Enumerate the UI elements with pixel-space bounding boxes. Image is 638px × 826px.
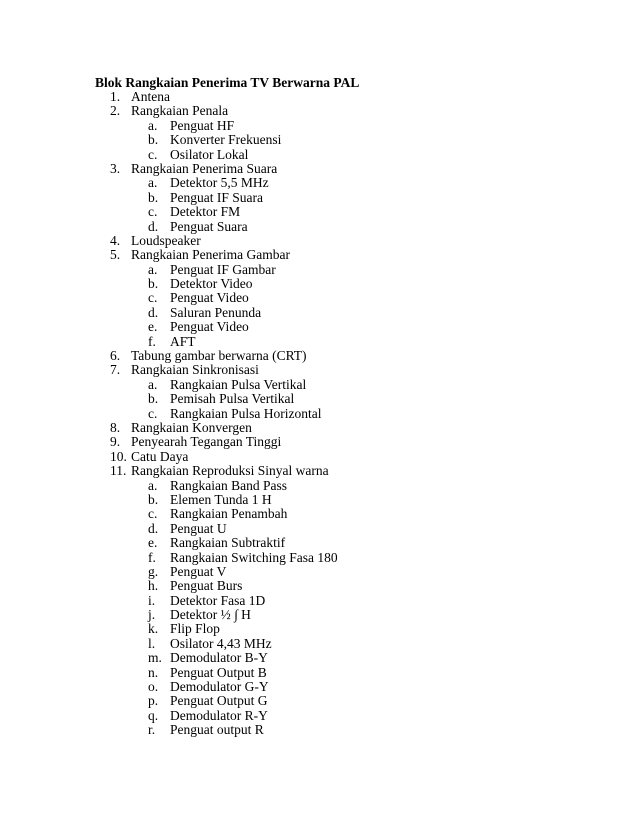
sub-item-text: Penguat Suara [170,218,248,234]
sub-item-marker: b. [148,491,159,507]
document-title: Blok Rangkaian Penerima TV Berwarna PAL [95,75,360,90]
sub-list-item [0,407,638,421]
sub-item-marker: k. [148,621,159,637]
sub-item-text: Penguat V [170,563,227,579]
sub-item-text: Elemen Tunda 1 H [170,491,272,507]
sub-list-item [0,220,638,234]
sub-list-item [0,565,638,579]
sub-item-text: Rangkaian Pulsa Vertikal [170,376,307,392]
sub-item-text: Penguat IF Gambar [170,261,276,277]
item-number: 3. [110,160,121,176]
sub-list-item [0,522,638,536]
sub-item-text: Penguat Burs [170,578,243,594]
sub-list-item [0,277,638,291]
sub-item-marker: c. [148,146,158,162]
sub-item-text: Penguat output R [170,722,264,738]
list-item [0,435,638,449]
sub-item-marker: o. [148,679,159,695]
sub-item-text: Demodulator B-Y [170,650,268,666]
sub-item-text: Penguat Output B [170,664,267,680]
list-item [0,90,638,104]
sub-item-text: Osilator 4,43 MHz [170,635,272,651]
item-text: Rangkaian Penala [131,103,229,119]
sub-item-text: Detektor 5,5 MHz [170,175,269,191]
item-text: Penyearah Tegangan Tinggi [131,434,282,450]
sub-list-item [0,176,638,190]
sub-list-item [0,392,638,406]
sub-item-text: Demodulator G-Y [170,679,269,695]
sub-list-item [0,133,638,147]
sub-item-marker: a. [148,477,158,493]
sub-list-item [0,723,638,737]
sub-item-text: Saluran Penunda [170,304,262,320]
sub-item-marker: c. [148,290,158,306]
outline-list [0,90,638,738]
sub-list-item [0,579,638,593]
sub-list-item [0,651,638,665]
sub-list-item [0,608,638,622]
item-number: 6. [110,348,121,364]
item-number: 7. [110,362,121,378]
sub-item-text: Rangkaian Pulsa Horizontal [170,405,322,421]
sub-item-marker: c. [148,405,158,421]
sub-item-marker: b. [148,391,159,407]
sub-item-marker: a. [148,376,158,392]
sub-item-marker: a. [148,117,158,133]
sub-list-item [0,205,638,219]
sub-item-marker: e. [148,535,158,551]
sub-item-marker: c. [148,204,158,220]
sub-item-marker: m. [148,650,162,666]
sub-list-item [0,551,638,565]
sub-list-item [0,378,638,392]
sub-item-marker: l. [148,635,156,651]
sub-list-item [0,507,638,521]
sub-item-text: Rangkaian Penambah [170,506,288,522]
list-item [0,450,638,464]
sub-item-marker: b. [148,132,159,148]
sub-list-item [0,536,638,550]
sub-item-text: Rangkaian Switching Fasa 180 [170,549,338,565]
sub-list-item [0,320,638,334]
sub-list-item [0,335,638,349]
sub-list-item [0,694,638,708]
item-number: 10. [110,448,127,464]
sub-item-marker: q. [148,707,159,723]
sub-list-item [0,148,638,162]
item-text: Antena [131,89,170,104]
item-number: 4. [110,232,121,248]
sub-item-marker: g. [148,563,159,579]
item-text: Catu Daya [131,448,189,464]
list-item [0,162,638,176]
sub-item-text: Detektor ½ ∫ H [170,607,251,623]
sub-list-item [0,291,638,305]
list-item [0,363,638,377]
item-number: 8. [110,419,121,435]
sub-item-text: Detektor Video [170,276,253,292]
sub-list-item [0,263,638,277]
sub-list-item [0,306,638,320]
sub-item-text: Penguat IF Suara [170,189,263,205]
sub-item-text: Penguat HF [170,117,235,133]
sub-item-text: AFT [170,333,196,349]
sub-list-item [0,119,638,133]
sub-item-marker: e. [148,319,158,335]
item-number: 9. [110,434,121,450]
sub-item-text: Rangkaian Subtraktif [170,535,286,551]
sub-item-text: Demodulator R-Y [170,707,268,723]
sub-item-marker: d. [148,218,159,234]
sub-item-marker: r. [148,722,156,738]
sub-item-marker: f. [148,333,156,349]
sub-item-text: Konverter Frekuensi [170,132,282,148]
sub-list-item [0,594,638,608]
sub-item-marker: n. [148,664,159,680]
item-text: Loudspeaker [131,232,201,248]
list-item [0,464,638,478]
list-item [0,349,638,363]
item-text: Rangkaian Penerima Suara [131,160,278,176]
item-text: Rangkaian Reproduksi Sinyal warna [131,463,329,479]
list-item [0,421,638,435]
sub-item-text: Rangkaian Band Pass [170,477,287,493]
item-text: Rangkaian Konvergen [131,419,252,435]
sub-item-text: Penguat U [170,520,227,536]
sub-list-item [0,493,638,507]
sub-item-marker: d. [148,520,159,536]
sub-item-text: Penguat Video [170,319,249,335]
sub-item-marker: b. [148,189,159,205]
sub-item-text: Detektor Fasa 1D [170,592,266,608]
item-number: 1. [110,89,121,104]
sub-item-text: Penguat Output G [170,693,268,709]
sub-item-marker: h. [148,578,159,594]
item-number: 5. [110,247,121,263]
sub-item-text: Flip Flop [170,621,220,637]
list-item [0,248,638,262]
item-text: Rangkaian Penerima Gambar [131,247,290,263]
sub-item-text: Detektor FM [170,204,241,220]
item-number: 11. [110,463,127,479]
sub-item-marker: b. [148,276,159,292]
item-text: Rangkaian Sinkronisasi [131,362,259,378]
sub-list-item [0,622,638,636]
sub-item-text: Pemisah Pulsa Vertikal [170,391,295,407]
list-item [0,234,638,248]
sub-item-marker: a. [148,261,158,277]
sub-list-item [0,666,638,680]
sub-item-marker: p. [148,693,159,709]
item-text: Tabung gambar berwarna (CRT) [131,348,307,364]
sub-list-item [0,709,638,723]
sub-item-marker: d. [148,304,159,320]
sub-item-marker: c. [148,506,158,522]
sub-list-item [0,637,638,651]
sub-item-marker: f. [148,549,156,565]
sub-list-item [0,680,638,694]
sub-item-text: Penguat Video [170,290,249,306]
sub-list-item [0,479,638,493]
sub-list-item [0,191,638,205]
sub-item-marker: i. [148,592,156,608]
sub-item-marker: j. [148,607,156,623]
sub-item-marker: a. [148,175,158,191]
list-item [0,104,638,118]
item-number: 2. [110,103,121,119]
sub-item-text: Osilator Lokal [170,146,249,162]
